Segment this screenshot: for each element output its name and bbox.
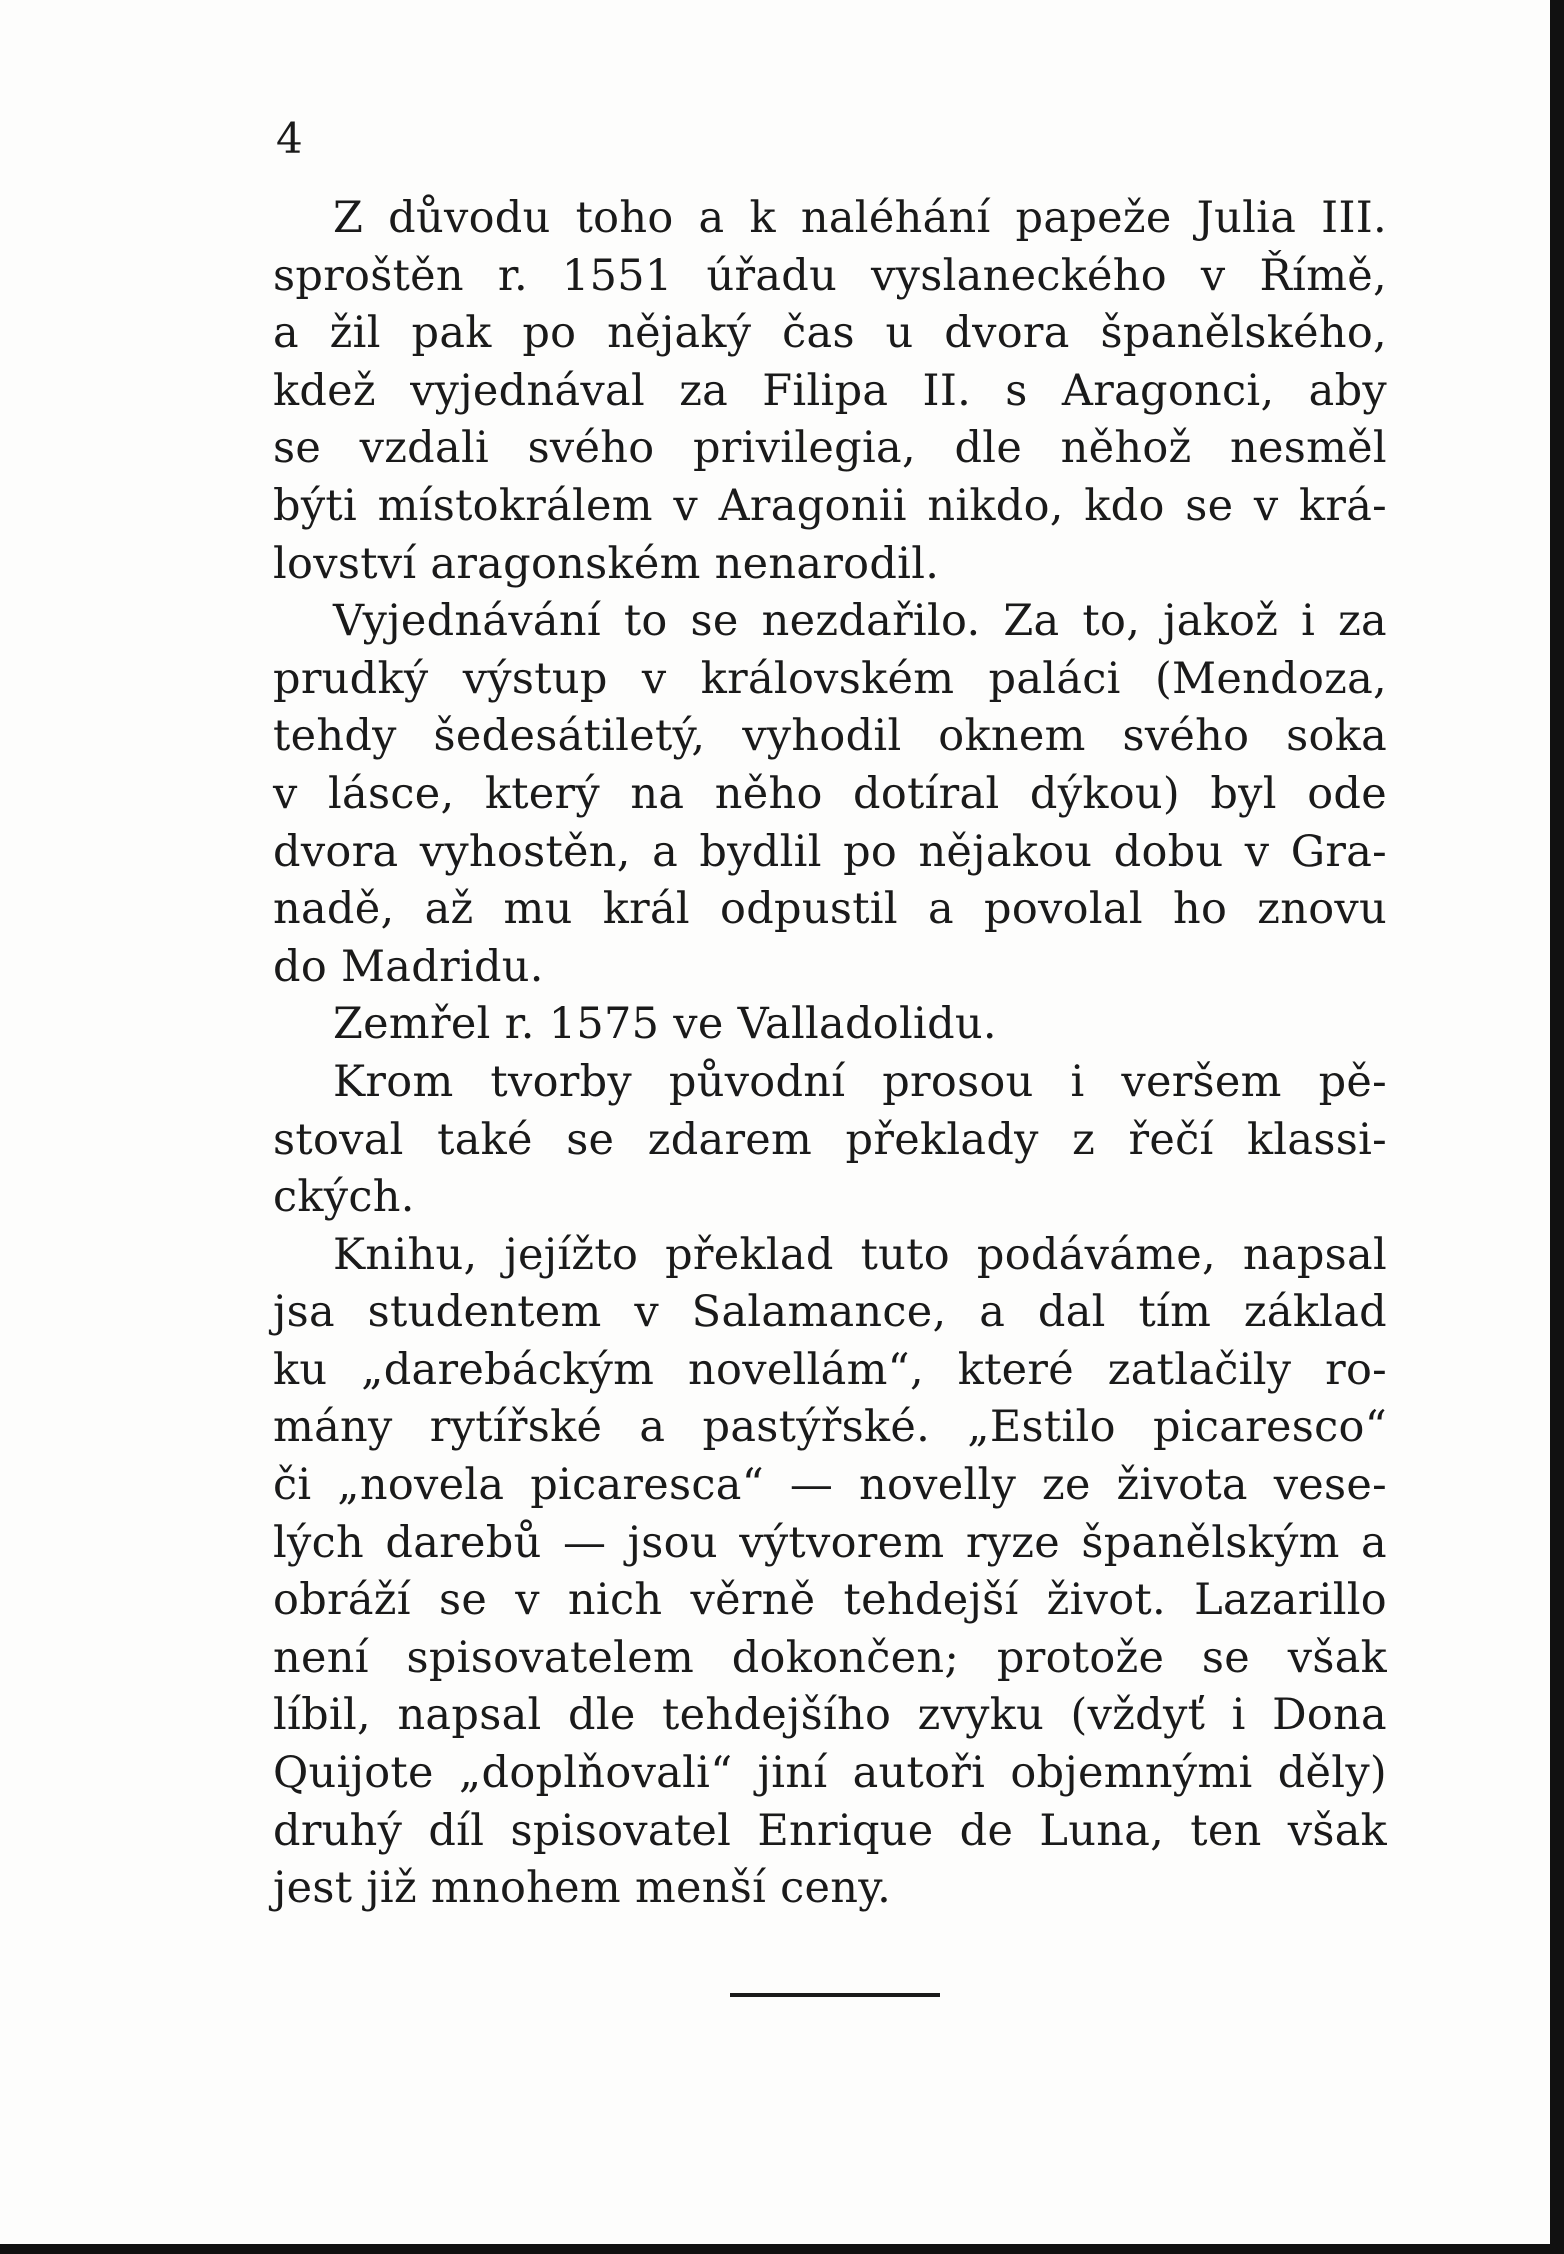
text-line: lých darebů — jsou výtvorem ryze španělským a [273,1517,1387,1568]
text-line: mány rytířské a pastýřské. „Estilo picaresco“ [273,1402,1387,1453]
text-line: a žil pak po nějaký čas u dvora španělského, [273,308,1387,359]
text-line: ku „darebáckým novellám“, které zatlačily ro- [273,1344,1387,1395]
closing-rule [730,1993,940,1997]
page-number: 4 [276,114,303,163]
paragraph [273,996,1387,1054]
text-line: stoval také se zdarem překlady z řečí klassi- [273,1114,1387,1165]
text-line: Zemřel r. 1575 ve Valladolidu. [333,999,997,1050]
text-line: prudký výstup v královském paláci (Mendoza, [273,653,1387,704]
text-line: býti místokrálem v Aragonii nikdo, kdo se v krá- [273,480,1387,531]
text-line: Vyjednávání to se nezdařilo. Za to, jakož i za [333,596,1387,647]
text-line: Knihu, jejížto překlad tuto podáváme, napsal [333,1229,1387,1280]
text-line: Z důvodu toho a k naléhání papeže Julia III. [333,193,1387,243]
text-line: druhý díl spisovatel Enrique de Luna, ten však [273,1805,1387,1856]
text-line: tehdy šedesátiletý, vyhodil oknem svého soka [273,711,1387,762]
text-line: líbil, napsal dle tehdejšího zvyku (vždyť i Dona [273,1690,1387,1741]
text-line: lovství aragonském nenarodil. [273,538,940,589]
scan-edge-right [1550,0,1564,2254]
paragraph [273,593,1387,996]
paragraph [273,1227,1387,1918]
text-line: v lásce, který na něho dotíral dýkou) byl ode [273,768,1387,819]
text-line: kdež vyjednával za Filipa II. s Aragonci, aby [273,365,1387,416]
text-line: Quijote „doplňovali“ jiní autoři objemnými děly) [273,1748,1387,1799]
text-line: ckých. [273,1172,415,1223]
text-line: sproštěn r. 1551 úřadu vyslaneckého v Římě, [273,250,1387,301]
text-line: jsa studentem v Salamance, a dal tím základ [273,1287,1387,1338]
paragraph [273,1054,1387,1227]
text-line: či „novela picaresca“ — novelly ze života vese- [273,1460,1387,1511]
scan-edge-bottom [0,2244,1564,2254]
text-line: se vzdali svého privilegia, dle něhož nesměl [273,423,1387,474]
text-line: obráží se v nich věrně tehdejší život. Lazarillo [273,1575,1387,1626]
text-line: nadě, až mu král odpustil a povolal ho znovu [273,884,1387,935]
text-line: Krom tvorby původní prosou i veršem pě- [333,1056,1387,1107]
text-line: do Madridu. [273,941,544,992]
text-line: není spisovatelem dokončen; protože se však [273,1632,1387,1683]
text-line: jest již mnohem menší ceny. [273,1863,892,1914]
text-line: dvora vyhostěn, a bydlil po nějakou dobu v Gra- [273,826,1387,877]
paragraph [273,190,1387,593]
body-text [273,190,1387,1918]
